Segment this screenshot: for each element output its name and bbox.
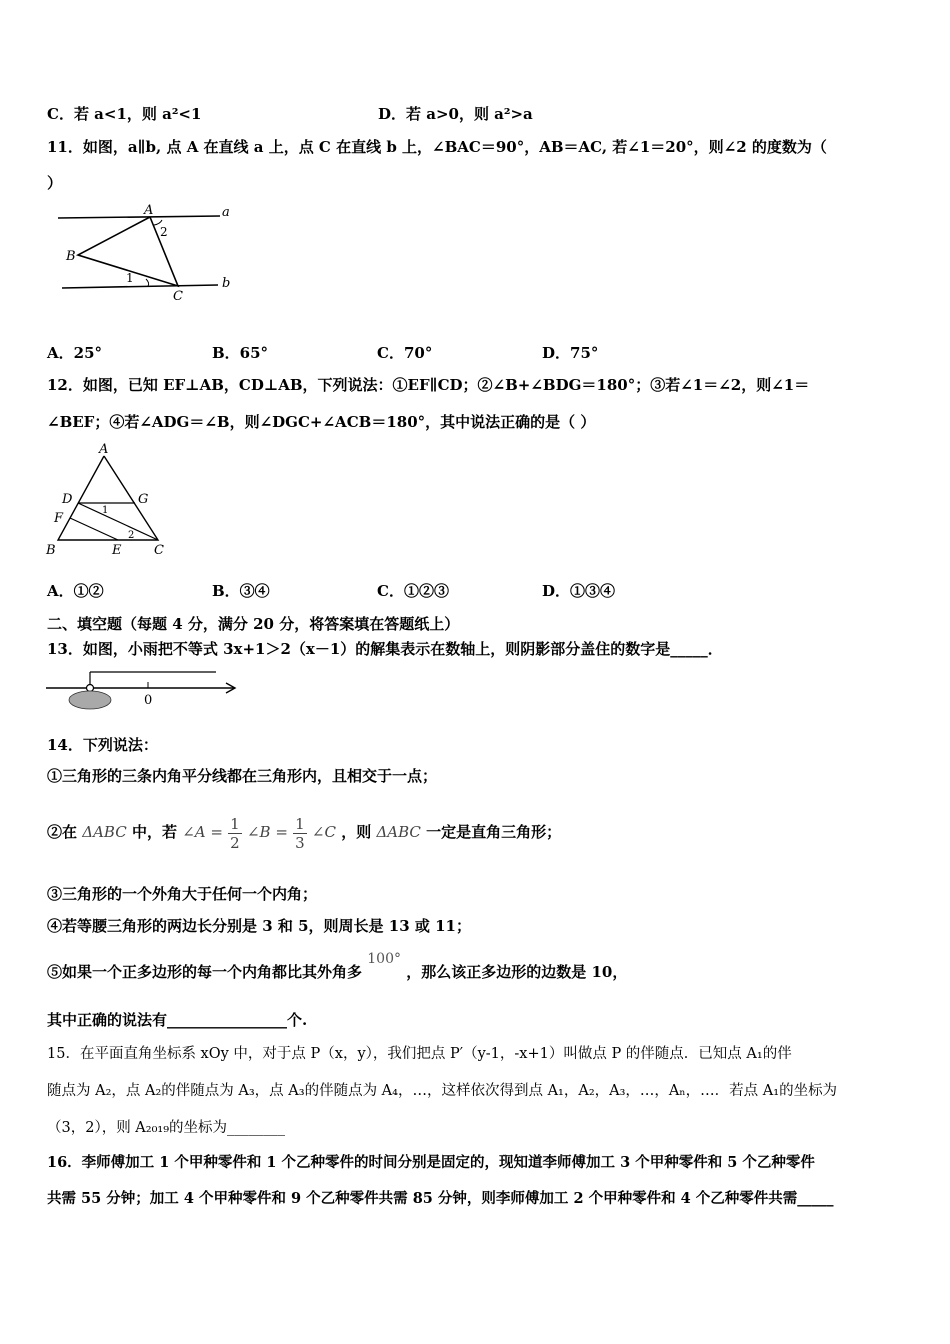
label-a-point: A <box>144 203 154 218</box>
frac2-num: 1 <box>295 814 305 833</box>
q12-option-d: D．①③④ <box>542 582 616 600</box>
label-angle-2: 2 <box>128 530 135 541</box>
q14-statement-5 <box>47 951 628 983</box>
label-e: E <box>112 543 122 558</box>
q15-line3: （3，2），则 A₂₀₁₉的坐标为________ <box>47 1120 286 1136</box>
section-2-heading: 二、填空题（每题 4 分，满分 20 分，将答案填在答题纸上） <box>47 615 460 633</box>
frac1-num: 1 <box>230 814 240 833</box>
q10-option-c: C．若 a<1，则 a²<1 <box>47 105 202 123</box>
label-b: B <box>46 543 56 558</box>
open-circle <box>87 685 94 692</box>
s2-pre: ②在 <box>47 823 78 841</box>
fraction-third <box>293 815 307 852</box>
q13-stem: 13．如图，小雨把不等式 3x+1＞2（x－1）的解集表示在数轴上，则阴影部分盖住的数字是_____． <box>47 640 723 658</box>
q14-statement-4: ④若等腰三角形的两边长分别是 3 和 5，则周长是 13 或 11； <box>47 917 471 935</box>
q14-statement-1: ①三角形的三条内角平分线都在三角形内，且相交于一点； <box>47 767 438 785</box>
q12-option-a: A．①② <box>47 582 104 600</box>
label-angle-1: 1 <box>102 505 109 516</box>
label-g: G <box>138 492 149 507</box>
s2-mid: 中，若 <box>131 823 177 841</box>
q11-option-d: D．75° <box>542 344 599 362</box>
q11-option-a: A．25° <box>47 344 103 362</box>
label-c-point: C <box>173 289 183 304</box>
s5-pre: ⑤如果一个正多边形的每一个内角都比其外角多 <box>47 963 363 981</box>
s2-post1: ，则 <box>341 823 372 841</box>
angle-b-expr: ∠B = <box>246 823 288 841</box>
triangle-abc-1: ΔABC <box>82 823 127 841</box>
shadow-cover <box>69 691 111 709</box>
line-a <box>58 216 220 218</box>
q11-option-b: B．65° <box>212 344 269 362</box>
label-line-b: b <box>222 276 231 291</box>
label-a: A <box>99 442 109 457</box>
label-d: D <box>62 492 73 507</box>
s5-degree: 100° <box>367 951 401 967</box>
q11-stem-line1: 11．如图，a∥b, 点 A 在直线 a 上，点 C 在直线 b 上，∠BAC＝90°，AB＝AC, 若∠1＝20°，则∠2 的度数为（ <box>47 138 827 156</box>
q11-stem-line2: ） <box>47 174 63 192</box>
s2-post2: 一定是直角三角形； <box>426 823 562 841</box>
q15-line1: 15．在平面直角坐标系 xOy 中，对于点 P（x，y），我们把点 P′（y-1，-x+1）叫做点 P 的伴随点．已知点 A₁的伴 <box>47 1046 792 1062</box>
q12-option-b: B．③④ <box>212 582 270 600</box>
line-b <box>62 285 218 288</box>
angle-a-expr: ∠A = <box>182 823 223 841</box>
q14-head: 14．下列说法： <box>47 736 158 754</box>
label-angle-1: 1 <box>126 271 134 285</box>
label-angle-2: 2 <box>160 225 168 239</box>
q16-line2: 共需 55 分钟；加工 4 个甲种零件和 9 个乙种零件共需 85 分钟，则李师傅加工 2 个甲种零件和 4 个乙种零件共需_____ <box>47 1190 834 1207</box>
q16-line1: 16．李师傅加工 1 个甲种零件和 1 个乙种零件的时间分别是固定的，现知道李师傅加工 3 个甲种零件和 5 个乙种零件 <box>47 1154 815 1171</box>
label-zero: 0 <box>144 693 153 708</box>
triangle-abc-2: ΔABC <box>376 823 421 841</box>
segment-fe <box>70 518 118 540</box>
label-b-point: B <box>66 249 76 264</box>
q12-stem-line1: 12．如图，已知 EF⊥AB，CD⊥AB，下列说法：①EF∥CD；②∠B+∠BDG＝180°；③若∠1＝∠2，则∠1＝ <box>47 376 810 394</box>
angle-1-arc <box>146 279 149 286</box>
q14-statement-3: ③三角形的一个外角大于任何一个内角； <box>47 885 318 903</box>
q12-option-c: C．①②③ <box>377 582 449 600</box>
label-c: C <box>154 543 164 558</box>
q14-statement-2 <box>47 808 561 856</box>
frac2-den: 3 <box>295 833 305 852</box>
q15-line2: 随点为 A₂，点 A₂的伴随点为 A₃，点 A₃的伴随点为 A₄，…，这样依次得到点 A₁，A₂，A₃，…，Aₙ，…．若点 A₁的坐标为 <box>47 1083 838 1099</box>
fraction-half <box>228 815 242 852</box>
q10-option-d: D．若 a>0，则 a²>a <box>378 105 533 123</box>
label-line-a: a <box>222 205 230 220</box>
q11-figure <box>50 200 250 305</box>
frac1-den: 2 <box>230 833 240 852</box>
q12-stem-line2: ∠BEF；④若∠ADG＝∠B，则∠DGC+∠ACB＝180°，其中说法正确的是（ ） <box>47 413 596 431</box>
s5-post: ，那么该正多边形的边数是 10， <box>406 963 628 981</box>
q11-option-c: C．70° <box>377 344 433 362</box>
angle-c-expr: ∠C <box>311 823 336 841</box>
q12-figure <box>44 440 174 560</box>
label-f: F <box>54 511 64 526</box>
q13-number-line <box>44 666 239 712</box>
q14-tail: 其中正确的说法有________________个. <box>47 1011 308 1029</box>
